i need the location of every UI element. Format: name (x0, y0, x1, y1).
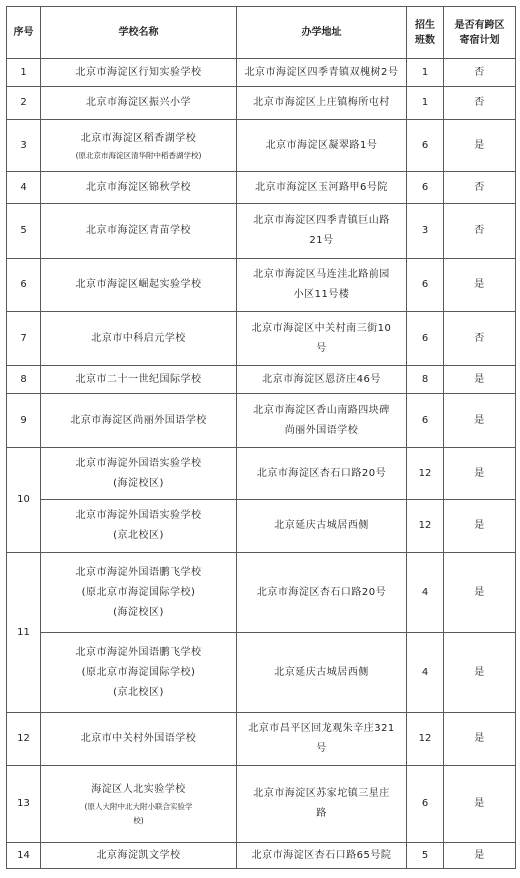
cell-boarding: 是 (444, 394, 516, 448)
table-row (7, 713, 516, 766)
cell-classes: 5 (407, 843, 444, 869)
cell-school: 北京市海淀区行知实验学校 (41, 59, 237, 87)
cell-address: 北京市海淀区杏石口路20号 (237, 448, 407, 500)
cell-address: 北京市海淀区上庄镇梅所屯村 (237, 87, 407, 120)
cell-school-note-line2: 校) (133, 816, 144, 825)
header-no: 序号 (7, 7, 41, 59)
table-row (7, 120, 516, 172)
table-row (7, 500, 516, 553)
cell-school: 北京市海淀区青苗学校 (41, 204, 237, 259)
cell-boarding: 是 (444, 843, 516, 869)
cell-boarding: 是 (444, 633, 516, 713)
cell-address-line1: 北京市海淀区四季青镇巨山路 (253, 215, 390, 226)
cell-boarding: 是 (444, 259, 516, 312)
cell-school-note-line1: (原人大附中北大附小联合实验学 (84, 802, 193, 811)
cell-school-line1: 北京市海淀外国语实验学校 (75, 457, 202, 469)
cell-address: 北京市海淀区玉河路甲6号院 (237, 172, 407, 204)
cell-school-name: 海淀区人北实验学校 (91, 784, 186, 795)
cell-address (237, 312, 407, 366)
cell-no: 3 (7, 120, 41, 172)
cell-classes: 6 (407, 259, 444, 312)
cell-address (237, 766, 407, 843)
cell-address: 北京市海淀区四季青镇双槐树2号 (237, 59, 407, 87)
cell-no: 4 (7, 172, 41, 204)
cell-classes: 6 (407, 172, 444, 204)
table-row (7, 766, 516, 843)
header-address: 办学地址 (237, 7, 407, 59)
cell-address (237, 204, 407, 259)
table-row (7, 312, 516, 366)
header-boarding-line2: 寄宿计划 (459, 34, 500, 46)
cell-boarding: 否 (444, 312, 516, 366)
cell-school-line2: (京北校区) (113, 530, 164, 541)
cell-classes: 12 (407, 500, 444, 553)
cell-school: 北京市海淀区崛起实验学校 (41, 259, 237, 312)
table-row (7, 172, 516, 204)
header-boarding (444, 7, 516, 59)
cell-no: 9 (7, 394, 41, 448)
cell-no: 12 (7, 713, 41, 766)
cell-address: 北京延庆古城居西侧 (237, 633, 407, 713)
cell-school-line2: (原北京市海淀国际学校) (81, 586, 196, 598)
table-row (7, 553, 516, 633)
cell-address (237, 394, 407, 448)
cell-school-line3: (海淀校区) (113, 606, 164, 618)
cell-school-line2: (海淀校区) (113, 477, 164, 489)
cell-no: 7 (7, 312, 41, 366)
cell-address (237, 259, 407, 312)
table-row (7, 448, 516, 500)
cell-school: 北京市中关村外国语学校 (41, 713, 237, 766)
table-row (7, 259, 516, 312)
cell-address: 北京市海淀区杏石口路20号 (237, 553, 407, 633)
cell-address: 北京市海淀区杏石口路65号院 (237, 843, 407, 869)
cell-no: 2 (7, 87, 41, 120)
cell-classes: 4 (407, 553, 444, 633)
cell-boarding: 是 (444, 500, 516, 553)
school-enrollment-table (6, 6, 516, 869)
school-table-container (6, 6, 516, 869)
cell-boarding: 是 (444, 713, 516, 766)
cell-address-line2: 号 (316, 342, 327, 354)
cell-address: 北京延庆古城居西侧 (237, 500, 407, 553)
cell-no: 13 (7, 766, 41, 843)
table-row (7, 633, 516, 713)
cell-classes: 8 (407, 366, 444, 394)
cell-classes: 12 (407, 713, 444, 766)
table-row (7, 394, 516, 448)
cell-boarding: 是 (444, 766, 516, 843)
cell-no: 1 (7, 59, 41, 87)
cell-school (41, 120, 237, 172)
cell-no: 14 (7, 843, 41, 869)
header-classes-line2: 班数 (415, 34, 435, 46)
table-row (7, 204, 516, 259)
cell-boarding: 是 (444, 448, 516, 500)
table-row (7, 366, 516, 394)
table-row (7, 59, 516, 87)
cell-school: 北京市海淀区尚丽外国语学校 (41, 394, 237, 448)
header-boarding-line1: 是否有跨区 (454, 19, 505, 31)
cell-school: 北京市二十一世纪国际学校 (41, 366, 237, 394)
cell-no: 8 (7, 366, 41, 394)
cell-school (41, 633, 237, 713)
header-classes-line1: 招生 (415, 19, 435, 31)
cell-school-line1: 北京市海淀外国语鹏飞学校 (75, 566, 202, 578)
cell-school: 北京市中科启元学校 (41, 312, 237, 366)
cell-address-line1: 北京市海淀区香山南路四块碑 (253, 404, 390, 416)
cell-classes: 12 (407, 448, 444, 500)
cell-school (41, 553, 237, 633)
cell-school (41, 448, 237, 500)
cell-address-line1: 北京市海淀区苏家坨镇三星庄 (253, 788, 390, 799)
cell-address-line2: 21号 (309, 235, 334, 246)
table-row (7, 843, 516, 869)
cell-classes: 6 (407, 766, 444, 843)
cell-address-line2: 路 (316, 808, 327, 819)
cell-school-line1: 北京市海淀外国语鹏飞学校 (75, 646, 202, 658)
cell-boarding: 否 (444, 59, 516, 87)
header-school: 学校名称 (41, 7, 237, 59)
cell-school-line1: 北京市海淀外国语实验学校 (75, 510, 202, 521)
cell-classes: 1 (407, 87, 444, 120)
cell-school (41, 500, 237, 553)
cell-address-line2: 尚丽外国语学校 (284, 424, 359, 436)
cell-address: 北京市海淀区凝翠路1号 (237, 120, 407, 172)
cell-school: 北京海淀凯文学校 (41, 843, 237, 869)
header-classes (407, 7, 444, 59)
cell-boarding: 是 (444, 553, 516, 633)
cell-classes: 4 (407, 633, 444, 713)
cell-classes: 6 (407, 120, 444, 172)
cell-boarding: 是 (444, 366, 516, 394)
cell-address-line1: 北京市海淀区中关村南三街10 (251, 322, 392, 334)
cell-address-line1: 北京市昌平区回龙观朱辛庄321 (248, 723, 395, 734)
cell-no: 10 (7, 448, 41, 553)
table-row (7, 87, 516, 120)
cell-boarding: 否 (444, 87, 516, 120)
cell-school-line2: (原北京市海淀国际学校) (81, 666, 196, 678)
cell-no: 6 (7, 259, 41, 312)
table-header-row (7, 7, 516, 59)
cell-school-line3: (京北校区) (113, 686, 164, 698)
cell-school: 北京市海淀区振兴小学 (41, 87, 237, 120)
cell-boarding: 否 (444, 172, 516, 204)
cell-classes: 1 (407, 59, 444, 87)
cell-classes: 6 (407, 394, 444, 448)
cell-address-line2: 小区11号楼 (293, 289, 350, 300)
cell-school-note: (原北京市海淀区清华附中稻香湖学校) (75, 150, 202, 160)
cell-school (41, 766, 237, 843)
cell-school-name: 北京市海淀区稻香湖学校 (80, 132, 197, 144)
cell-address: 北京市海淀区恩济庄46号 (237, 366, 407, 394)
cell-address-line2: 号 (316, 743, 327, 754)
cell-address (237, 713, 407, 766)
cell-boarding: 是 (444, 120, 516, 172)
cell-address-line1: 北京市海淀区马连洼北路前园 (253, 269, 390, 280)
cell-no: 5 (7, 204, 41, 259)
cell-school: 北京市海淀区锦秋学校 (41, 172, 237, 204)
cell-no: 11 (7, 553, 41, 713)
cell-classes: 3 (407, 204, 444, 259)
cell-classes: 6 (407, 312, 444, 366)
cell-boarding: 否 (444, 204, 516, 259)
